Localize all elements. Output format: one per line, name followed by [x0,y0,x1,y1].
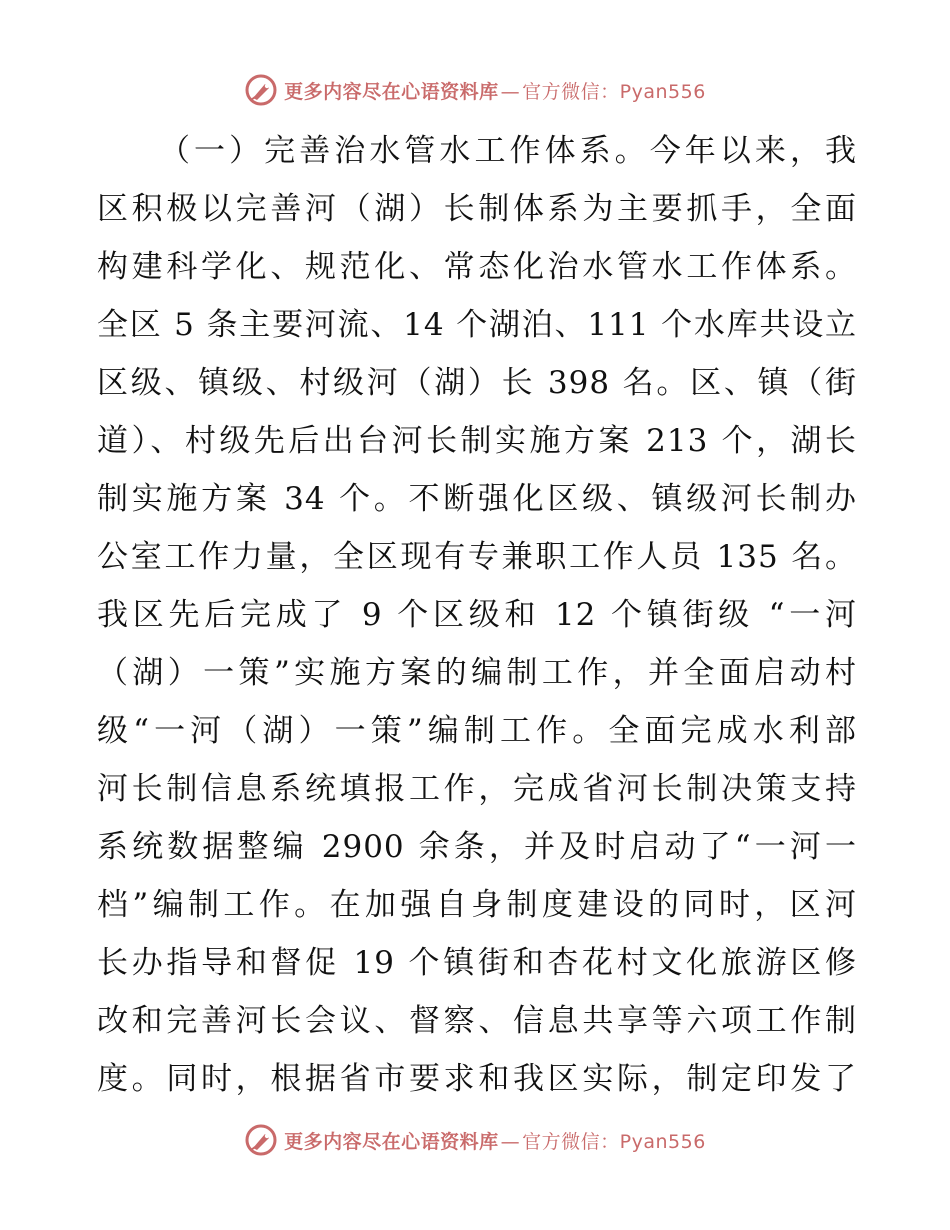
watermark-contact-text: 官方微信：Pyan556 [522,1130,706,1153]
paragraph-line: （湖）一策”实施方案的编制工作，并全面启动村 [97,655,857,691]
paragraph-line: 级“一河（湖）一策”编制工作。全面完成水利部 [97,713,857,749]
document-paragraph [97,122,857,1108]
paragraph-line: 档”编制工作。在加强自身制度建设的同时，区河 [97,887,857,923]
paragraph-line: 区级、镇级、村级河（湖）长 398 名。区、镇（街 [97,365,857,401]
paragraph-line: 度。同时，根据省市要求和我区实际，制定印发了 [97,1061,857,1097]
paragraph-line: 系统数据整编 2900 余条，并及时启动了“一河一 [97,829,857,865]
watermark-main-text: 更多内容尽在心语资料库 [284,80,499,103]
watermark-text [284,1127,706,1154]
paragraph-line: 改和完善河长会议、督察、信息共享等六项工作制 [97,1003,857,1039]
paragraph-line: 我区先后完成了 9 个区级和 12 个镇街级 “一河 [97,597,857,633]
pen-nib-logo-icon [244,73,278,107]
watermark-text [284,77,706,104]
watermark-separator: — [500,80,521,103]
header-watermark [0,70,950,110]
watermark-contact-text: 官方微信：Pyan556 [522,80,706,103]
watermark-main-text: 更多内容尽在心语资料库 [284,1130,499,1153]
paragraph-line: （一）完善治水管水工作体系。今年以来，我 [159,133,857,169]
paragraph-line: 长办指导和督促 19 个镇街和杏花村文化旅游区修 [97,945,857,981]
pen-nib-logo-icon [244,1123,278,1157]
watermark-separator: — [500,1130,521,1153]
paragraph-line: 道）、村级先后出台河长制实施方案 213 个，湖长 [97,423,857,459]
paragraph-line: 构建科学化、规范化、常态化治水管水工作体系。 [97,249,857,285]
paragraph-line: 制实施方案 34 个。不断强化区级、镇级河长制办 [97,481,857,517]
paragraph-line: 全区 5 条主要河流、14 个湖泊、111 个水库共设立 [97,307,857,343]
paragraph-line: 公室工作力量，全区现有专兼职工作人员 135 名。 [97,539,857,575]
paragraph-line: 区积极以完善河（湖）长制体系为主要抓手，全面 [97,191,857,227]
footer-watermark [0,1120,950,1160]
paragraph-line: 河长制信息系统填报工作，完成省河长制决策支持 [97,771,857,807]
